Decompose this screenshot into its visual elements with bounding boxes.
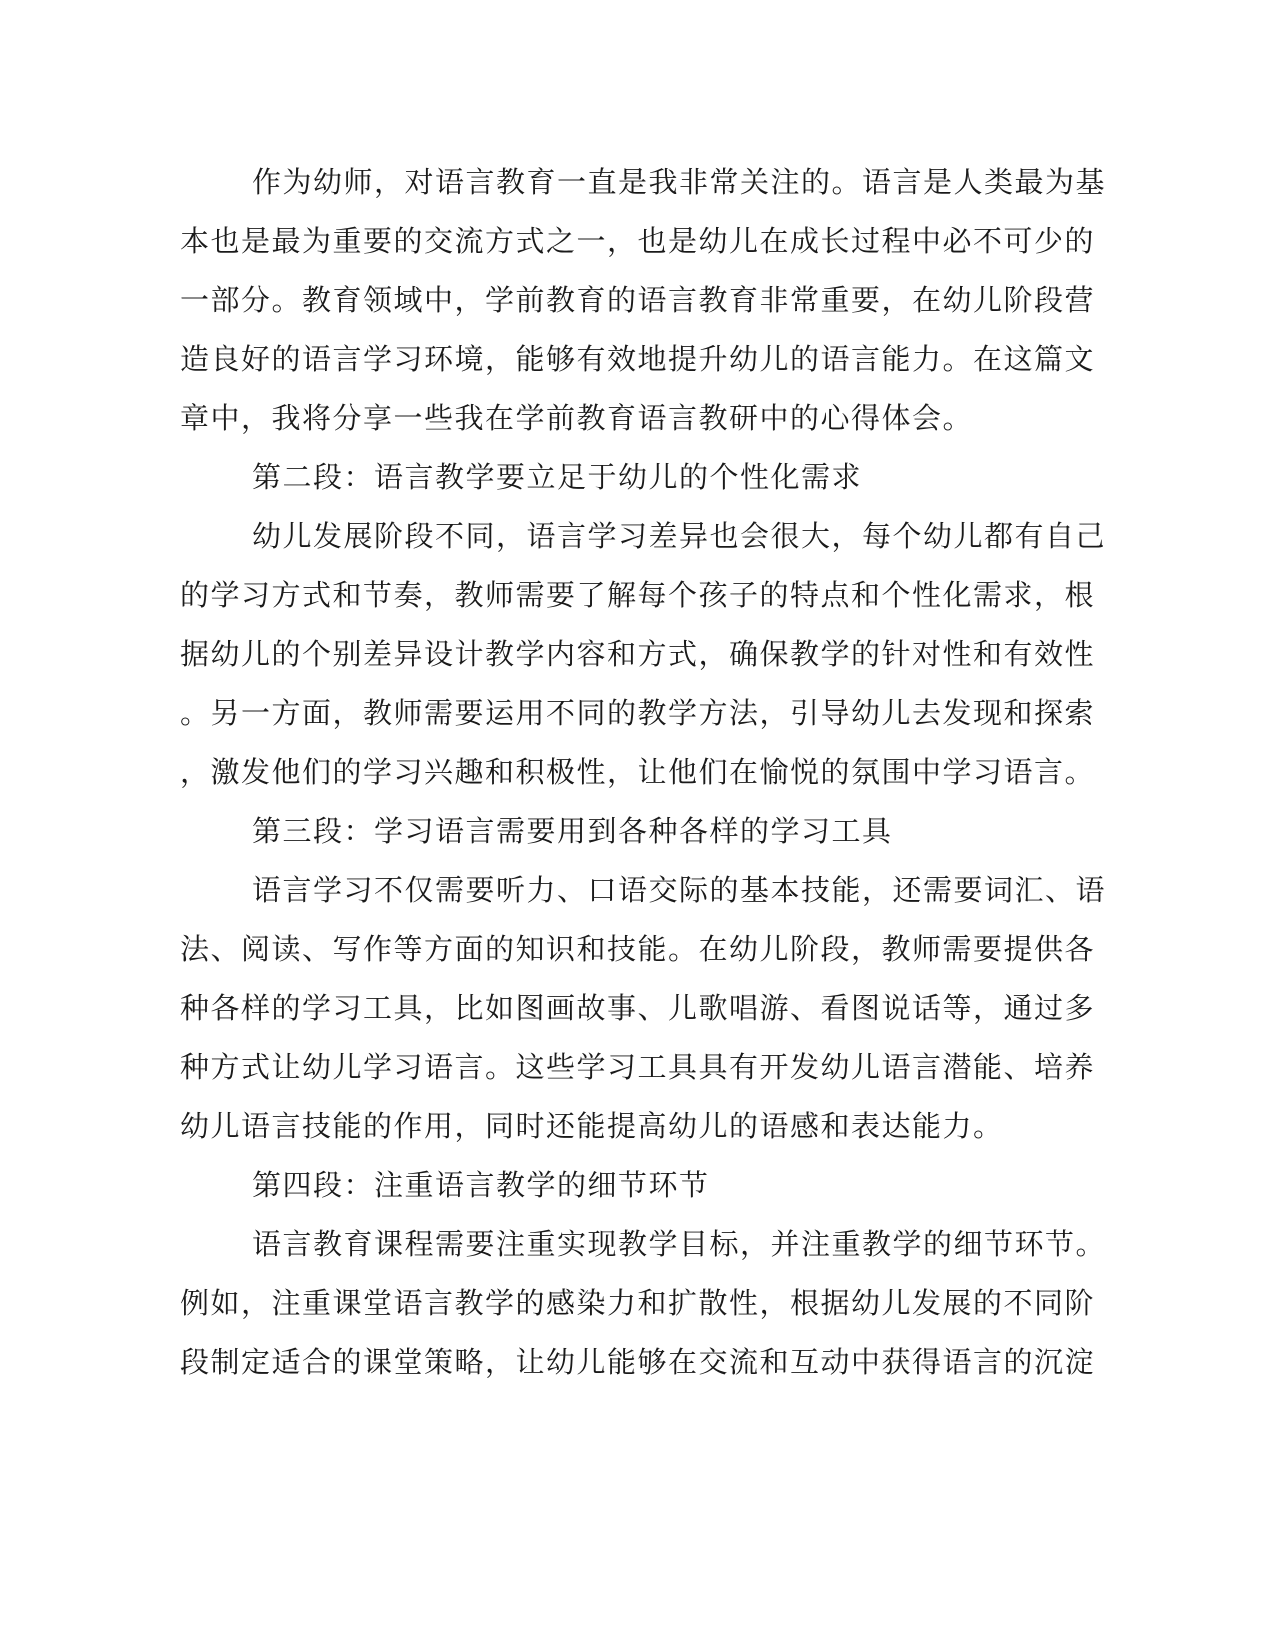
- paragraph-3-line-2: 法、阅读、写作等方面的知识和技能。在幼儿阶段，教师需要提供各: [180, 932, 1096, 966]
- paragraph-3-line-5: 幼儿语言技能的作用，同时还能提高幼儿的语感和表达能力。: [180, 1109, 1004, 1143]
- paragraph-2-line-5: ，激发他们的学习兴趣和积极性，让他们在愉悦的氛围中学习语言。: [180, 755, 1096, 789]
- paragraph-3-line-1: 语言学习不仅需要听力、口语交际的基本技能，还需要词汇、语: [252, 873, 1107, 907]
- paragraph-1-line-4: 造良好的语言学习环境，能够有效地提升幼儿的语言能力。在这篇文: [180, 342, 1096, 376]
- section-2-heading: 第二段：语言教学要立足于幼儿的个性化需求: [252, 460, 863, 494]
- paragraph-4-line-3: 段制定适合的课堂策略，让幼儿能够在交流和互动中获得语言的沉淀: [180, 1345, 1096, 1379]
- paragraph-1-line-1: 作为幼师，对语言教育一直是我非常关注的。语言是人类最为基: [252, 165, 1107, 199]
- paragraph-1-line-2: 本也是最为重要的交流方式之一，也是幼儿在成长过程中必不可少的: [180, 224, 1096, 258]
- paragraph-2-line-2: 的学习方式和节奏，教师需要了解每个孩子的特点和个性化需求，根: [180, 578, 1096, 612]
- paragraph-2-line-3: 据幼儿的个别差异设计教学内容和方式，确保教学的针对性和有效性: [180, 637, 1096, 671]
- paragraph-2-line-4: 。另一方面，教师需要运用不同的教学方法，引导幼儿去发现和探索: [180, 696, 1096, 730]
- section-4-heading: 第四段：注重语言教学的细节环节: [252, 1168, 710, 1202]
- paragraph-1-line-3: 一部分。教育领域中，学前教育的语言教育非常重要，在幼儿阶段营: [180, 283, 1096, 317]
- paragraph-4-line-2: 例如，注重课堂语言教学的感染力和扩散性，根据幼儿发展的不同阶: [180, 1286, 1096, 1320]
- paragraph-1-line-5: 章中，我将分享一些我在学前教育语言教研中的心得体会。: [180, 401, 974, 435]
- paragraph-2-line-1: 幼儿发展阶段不同，语言学习差异也会很大，每个幼儿都有自己: [252, 519, 1107, 553]
- paragraph-3-line-3: 种各样的学习工具，比如图画故事、儿歌唱游、看图说话等，通过多: [180, 991, 1096, 1025]
- paragraph-4-line-1: 语言教育课程需要注重实现教学目标，并注重教学的细节环节。: [252, 1227, 1107, 1261]
- section-3-heading: 第三段：学习语言需要用到各种各样的学习工具: [252, 814, 893, 848]
- paragraph-3-line-4: 种方式让幼儿学习语言。这些学习工具具有开发幼儿语言潜能、培养: [180, 1050, 1096, 1084]
